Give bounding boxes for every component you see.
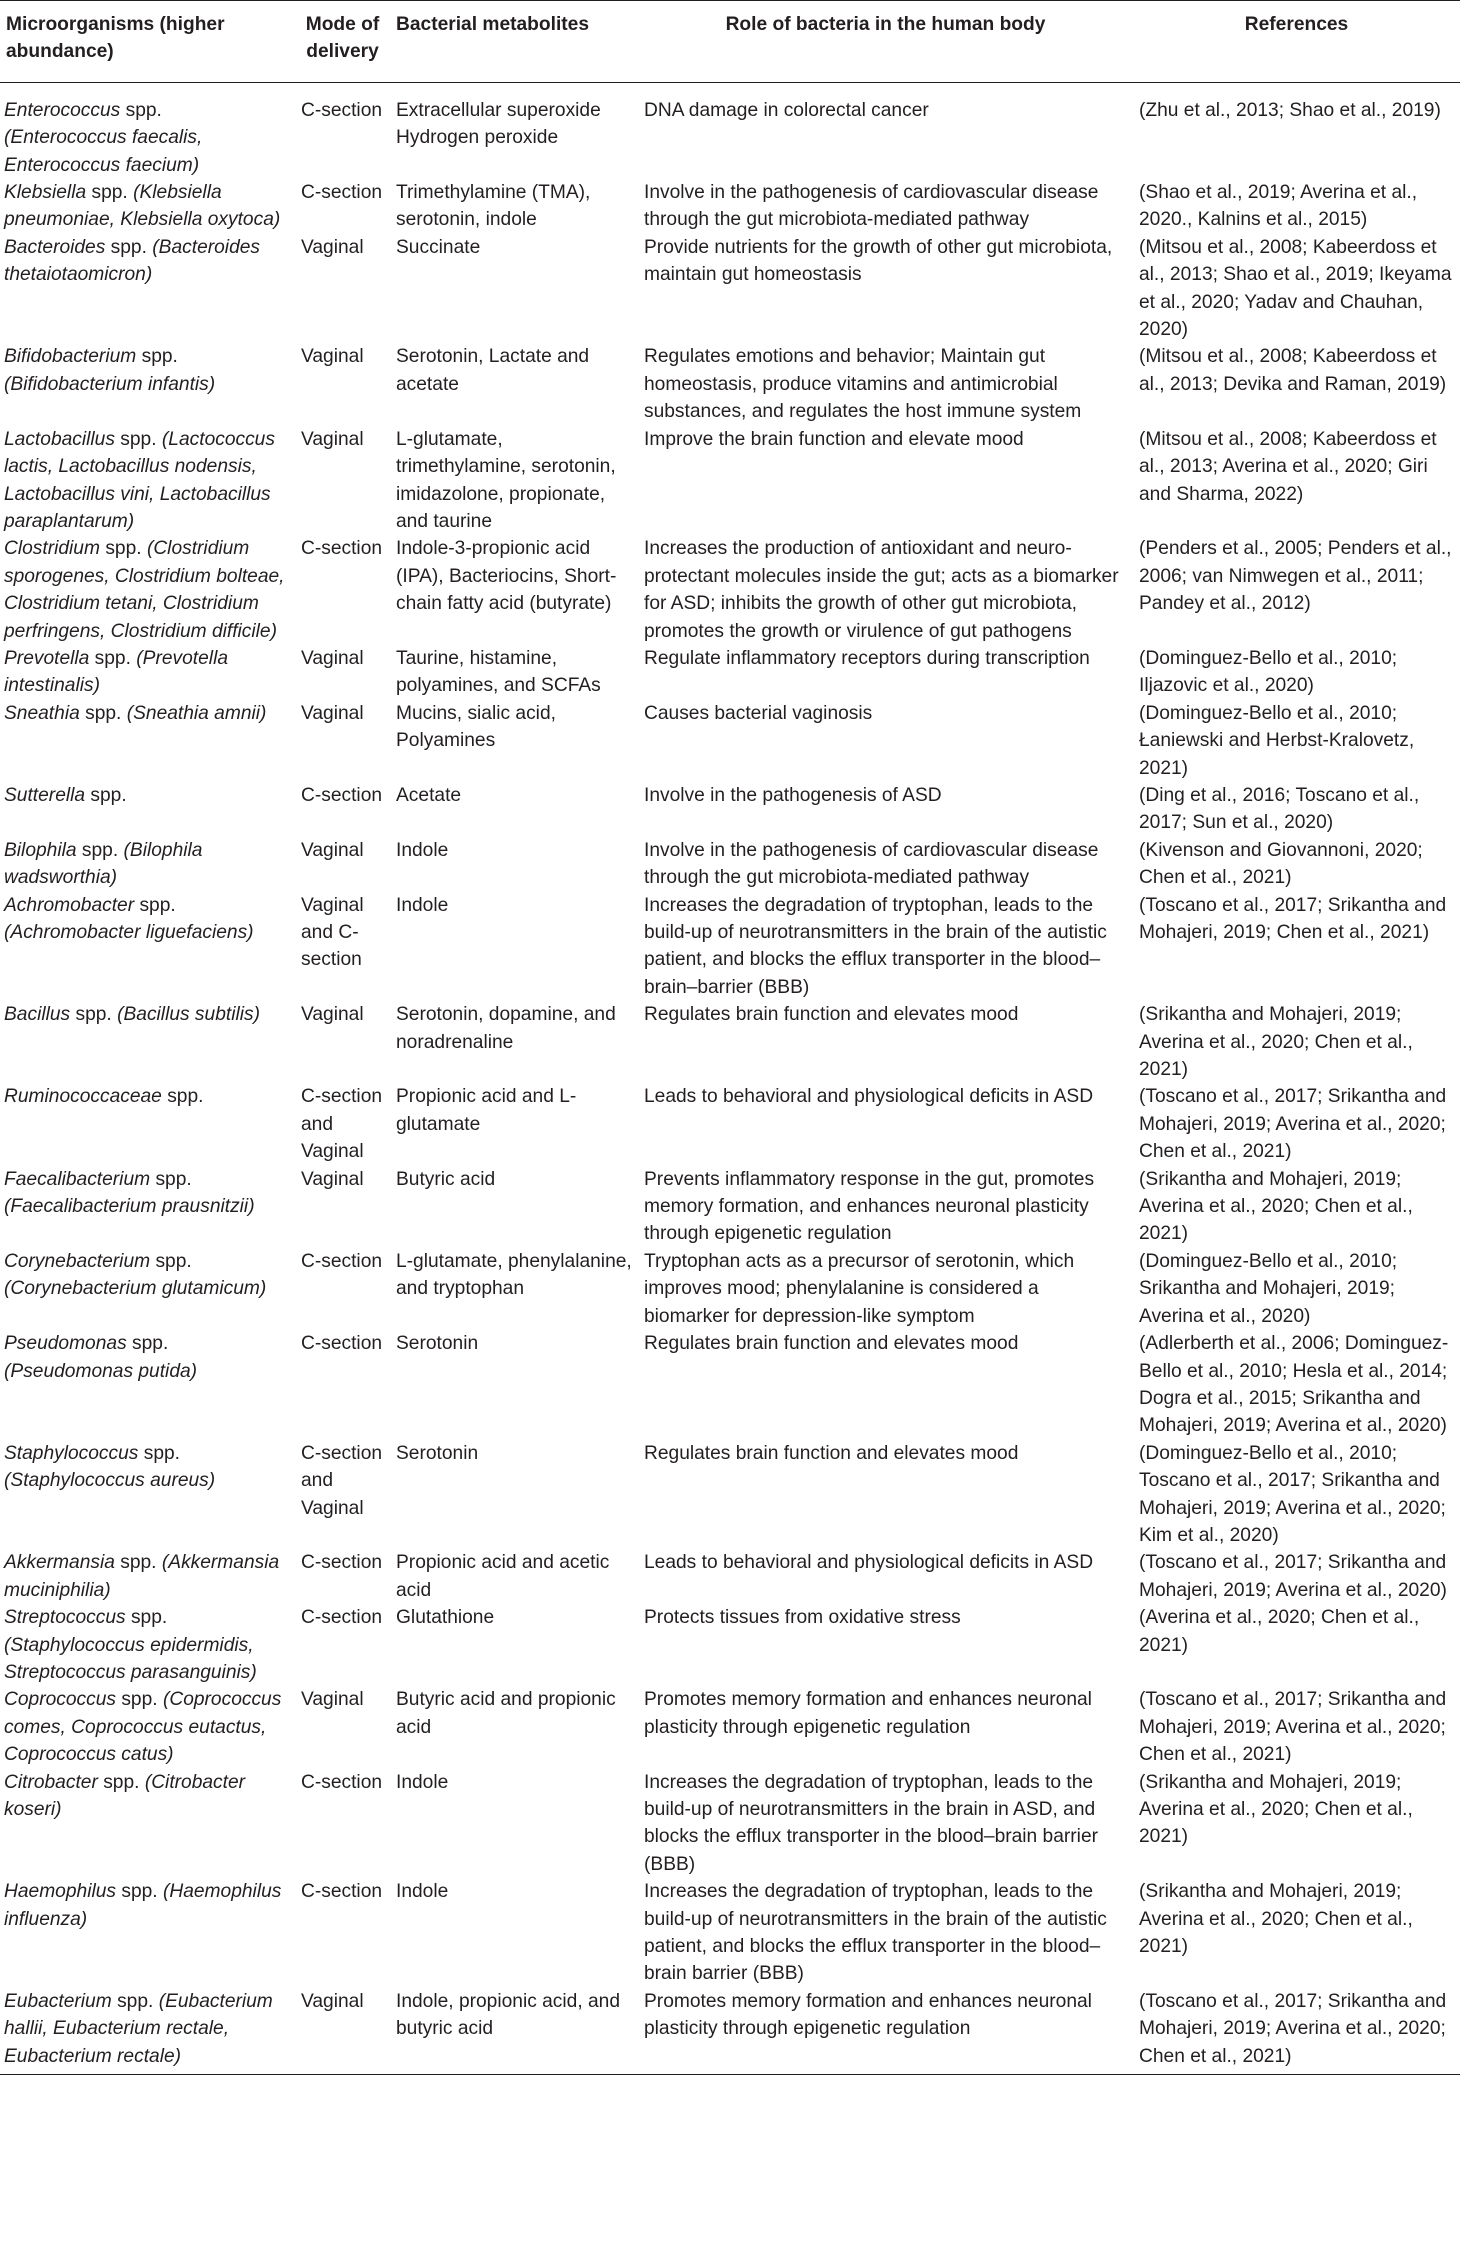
references-cell[interactable]: (Mitsou et al., 2008; Kabeerdoss et al., 2013; Shao et al., 2019; Ikeyama et al., 2020; Yadav and Chauhan, 2020) bbox=[1139, 236, 1452, 341]
species-names: (Pseudomonas putida) bbox=[4, 1360, 198, 1382]
genus-name: Bilophila bbox=[4, 839, 77, 861]
table-header-row bbox=[0, 1, 1460, 83]
metabolites-cell: Extracellular superoxide Hydrogen peroxide bbox=[396, 99, 601, 149]
mode-of-delivery-cell: Vaginal bbox=[301, 1689, 364, 1711]
table-row bbox=[0, 426, 1460, 536]
metabolites-cell: Serotonin bbox=[396, 1442, 479, 1464]
genus-name: Haemophilus bbox=[4, 1881, 116, 1903]
references-cell[interactable]: (Zhu et al., 2013; Shao et al., 2019) bbox=[1139, 99, 1441, 121]
microorganism-cell bbox=[0, 1549, 295, 1604]
mode-of-delivery-cell: C-section bbox=[301, 1250, 383, 1272]
species-names: (Staphylococcus aureus) bbox=[4, 1470, 216, 1492]
microorganism-cell bbox=[0, 1686, 295, 1768]
table-row bbox=[0, 700, 1460, 782]
header-role: Role of bacteria in the human body bbox=[638, 1, 1133, 83]
references-cell[interactable]: (Penders et al., 2005; Penders et al., 2006; van Nimwegen et al., 2011; Pandey et al., 2012) bbox=[1139, 538, 1452, 615]
role-cell: Involve in the pathogenesis of cardiovascular disease through the gut microbiota-mediated pathway bbox=[644, 182, 1099, 231]
species-names: (Sneathia amnii) bbox=[126, 702, 267, 724]
microorganism-cell bbox=[0, 179, 295, 234]
spp-label: spp. bbox=[110, 236, 147, 258]
spp-label: spp. bbox=[117, 1990, 154, 2012]
role-cell: Regulate inflammatory receptors during transcription bbox=[644, 647, 1090, 669]
species-names: (Haemophilus influenza) bbox=[4, 1881, 282, 1930]
microorganism-cell bbox=[0, 1083, 295, 1165]
metabolites-cell: Indole bbox=[396, 894, 449, 916]
spp-label: spp. bbox=[91, 182, 128, 204]
metabolites-cell: L-glutamate, trimethylamine, serotonin, imidazolone, propionate, and taurine bbox=[396, 428, 616, 532]
microorganism-cell bbox=[0, 1988, 295, 2075]
role-cell: Increases the degradation of tryptophan, leads to the build-up of neurotransmitters in the brain in ASD, and blocks the efflux transporter in the blood–brain barrier (BBB) bbox=[644, 1771, 1099, 1875]
spp-label: spp. bbox=[90, 784, 127, 806]
table-row bbox=[0, 1686, 1460, 1768]
metabolites-cell: Mucins, sialic acid, Polyamines bbox=[396, 702, 556, 752]
role-cell: Causes bacterial vaginosis bbox=[644, 702, 873, 724]
table-row bbox=[0, 1001, 1460, 1083]
microorganism-cell bbox=[0, 1248, 295, 1330]
mode-of-delivery-cell: Vaginal bbox=[301, 1168, 364, 1190]
species-names: (Bacillus subtilis) bbox=[117, 1004, 260, 1026]
role-cell: Promotes memory formation and enhances neuronal plasticity through epigenetic regulation bbox=[644, 1689, 1092, 1738]
species-names: (Clostridium sporogenes, Clostridium bolteae, Clostridium tetani, Clostridium perfringens, Clostridium difficile) bbox=[4, 538, 285, 642]
mode-of-delivery-cell: C-section bbox=[301, 784, 383, 806]
role-cell: Protects tissues from oxidative stress bbox=[644, 1607, 961, 1629]
species-names: (Staphylococcus epidermidis, Streptococcus parasanguinis) bbox=[4, 1634, 257, 1683]
role-cell: Leads to behavioral and physiological deficits in ASD bbox=[644, 1552, 1094, 1574]
genus-name: Staphylococcus bbox=[4, 1442, 139, 1464]
microorganism-cell bbox=[0, 1769, 295, 1879]
role-cell: Improve the brain function and elevate mood bbox=[644, 428, 1024, 450]
references-cell[interactable]: (Dominguez-Bello et al., 2010; Łaniewski and Herbst-Kralovetz, 2021) bbox=[1139, 702, 1415, 779]
genus-name: Faecalibacterium bbox=[4, 1168, 151, 1190]
spp-label: spp. bbox=[125, 99, 162, 121]
microorganism-cell bbox=[0, 1440, 295, 1550]
genus-name: Bacteroides bbox=[4, 236, 106, 258]
references-cell[interactable]: (Ding et al., 2016; Toscano et al., 2017; Sun et al., 2020) bbox=[1139, 784, 1420, 834]
metabolites-cell: Taurine, histamine, polyamines, and SCFAs bbox=[396, 647, 601, 697]
spp-label: spp. bbox=[155, 1250, 192, 1272]
references-cell[interactable]: (Srikantha and Mohajeri, 2019; Averina et al., 2020; Chen et al., 2021) bbox=[1139, 1004, 1413, 1081]
metabolites-cell: Indole-3-propionic acid (IPA), Bacteriocins, Short-chain fatty acid (butyrate) bbox=[396, 538, 617, 615]
mode-of-delivery-cell: C-section bbox=[301, 182, 383, 204]
microorganism-cell bbox=[0, 892, 295, 1002]
table-row bbox=[0, 782, 1460, 837]
spp-label: spp. bbox=[132, 1333, 169, 1355]
table-row bbox=[0, 1248, 1460, 1330]
microorganism-cell bbox=[0, 1878, 295, 1988]
metabolites-cell: Butyric acid and propionic acid bbox=[396, 1689, 616, 1738]
table-row bbox=[0, 179, 1460, 234]
table-row bbox=[0, 1769, 1460, 1879]
references-cell[interactable]: (Srikantha and Mohajeri, 2019; Averina et al., 2020; Chen et al., 2021) bbox=[1139, 1168, 1413, 1245]
role-cell: Involve in the pathogenesis of ASD bbox=[644, 784, 942, 806]
mode-of-delivery-cell: Vaginal and C-section bbox=[301, 894, 364, 971]
mode-of-delivery-cell: Vaginal bbox=[301, 839, 364, 861]
references-cell[interactable]: (Shao et al., 2019; Averina et al., 2020., Kalnins et al., 2015) bbox=[1139, 182, 1418, 231]
microorganism-cell bbox=[0, 343, 295, 425]
species-names: (Faecalibacterium prausnitzii) bbox=[4, 1196, 255, 1218]
microorganism-cell bbox=[0, 1604, 295, 1686]
species-names: (Eubacterium hallii, Eubacterium rectale, Eubacterium rectale) bbox=[4, 1990, 273, 2067]
role-cell: Provide nutrients for the growth of other gut microbiota, maintain gut homeostasis bbox=[644, 236, 1113, 286]
microorganism-cell bbox=[0, 1166, 295, 1248]
metabolites-cell: Butyric acid bbox=[396, 1168, 496, 1190]
species-names: (Klebsiella pneumoniae, Klebsiella oxytoca) bbox=[4, 182, 281, 231]
table-row bbox=[0, 1166, 1460, 1248]
role-cell: DNA damage in colorectal cancer bbox=[644, 99, 929, 121]
table-row bbox=[0, 1988, 1460, 2075]
references-cell[interactable]: (Mitsou et al., 2008; Kabeerdoss et al., 2013; Devika and Raman, 2019) bbox=[1139, 346, 1447, 395]
metabolites-cell: Serotonin bbox=[396, 1333, 479, 1355]
role-cell: Involve in the pathogenesis of cardiovascular disease through the gut microbiota-mediated pathway bbox=[644, 839, 1099, 889]
role-cell: Regulates brain function and elevates mood bbox=[644, 1442, 1019, 1464]
genus-name: Sneathia bbox=[4, 702, 80, 724]
microorganism-cell bbox=[0, 82, 295, 179]
spp-label: spp. bbox=[103, 1771, 140, 1793]
table-row bbox=[0, 1878, 1460, 1988]
microorganism-cell bbox=[0, 700, 295, 782]
metabolites-cell: Acetate bbox=[396, 784, 462, 806]
spp-label: spp. bbox=[167, 1086, 204, 1108]
table-row bbox=[0, 343, 1460, 425]
genus-name: Sutterella bbox=[4, 784, 86, 806]
mode-of-delivery-cell: Vaginal bbox=[301, 428, 364, 450]
role-cell: Regulates brain function and elevates mood bbox=[644, 1333, 1019, 1355]
genus-name: Enterococcus bbox=[4, 99, 121, 121]
genus-name: Coprococcus bbox=[4, 1689, 116, 1711]
genus-name: Akkermansia bbox=[4, 1552, 115, 1574]
genus-name: Prevotella bbox=[4, 647, 90, 669]
spp-label: spp. bbox=[139, 894, 176, 916]
references-cell[interactable]: (Mitsou et al., 2008; Kabeerdoss et al., 2013; Averina et al., 2020; Giri and Sharma, 2022) bbox=[1139, 428, 1437, 505]
microorganism-cell bbox=[0, 782, 295, 837]
species-names: (Coprococcus comes, Coprococcus eutactus, Coprococcus catus) bbox=[4, 1689, 282, 1766]
mode-of-delivery-cell: C-section bbox=[301, 1771, 383, 1793]
references-cell[interactable]: (Toscano et al., 2017; Srikantha and Mohajeri, 2019; Averina et al., 2020; Chen et al., 2021) bbox=[1133, 1988, 1460, 2075]
spp-label: spp. bbox=[141, 346, 178, 368]
role-cell: Leads to behavioral and physiological deficits in ASD bbox=[644, 1086, 1094, 1108]
spp-label: spp. bbox=[81, 839, 119, 861]
table-row bbox=[0, 1330, 1460, 1440]
metabolites-cell: Indole, propionic acid, and butyric acid bbox=[390, 1988, 638, 2075]
mode-of-delivery-cell: Vaginal bbox=[301, 1004, 364, 1026]
table-row bbox=[0, 837, 1460, 892]
species-names: (Bifidobacterium infantis) bbox=[4, 373, 216, 395]
metabolites-cell: Propionic acid and acetic acid bbox=[396, 1552, 610, 1601]
mode-of-delivery-cell: Vaginal bbox=[301, 236, 364, 258]
metabolites-cell: Trimethylamine (TMA), serotonin, indole bbox=[396, 182, 591, 231]
mode-of-delivery-cell: C-section bbox=[301, 1333, 383, 1355]
spp-label: spp. bbox=[121, 1881, 158, 1903]
references-cell[interactable]: (Toscano et al., 2017; Srikantha and Mohajeri, 2019; Averina et al., 2020; Chen et al., 2021) bbox=[1139, 1689, 1447, 1766]
metabolites-cell: Propionic acid and L-glutamate bbox=[396, 1086, 577, 1135]
species-names: (Bilophila wadsworthia) bbox=[4, 839, 203, 889]
role-cell: Regulates emotions and behavior; Maintain gut homeostasis, produce vitamins and antimicrobial substances, and regulates the host immune system bbox=[644, 346, 1082, 423]
references-cell[interactable]: (Adlerberth et al., 2006; Dominguez-Bello et al., 2010; Hesla et al., 2014; Dogra et al., 2015; Srikantha and Mohajeri, 2019; Averina et al., 2020) bbox=[1139, 1333, 1449, 1437]
references-cell[interactable]: (Dominguez-Bello et al., 2010; Srikantha and Mohajeri, 2019; Averina et al., 2020) bbox=[1139, 1250, 1398, 1327]
role-cell: Promotes memory formation and enhances neuronal plasticity through epigenetic regulation bbox=[638, 1988, 1133, 2075]
metabolites-cell: Indole bbox=[396, 839, 449, 861]
genus-name: Lactobacillus bbox=[4, 428, 115, 450]
table-body bbox=[0, 82, 1460, 2074]
spp-label: spp. bbox=[85, 702, 122, 724]
genus-name: Achromobacter bbox=[4, 894, 135, 916]
mode-of-delivery-cell: C-section and Vaginal bbox=[301, 1086, 383, 1163]
mode-of-delivery-cell: Vaginal bbox=[301, 346, 364, 368]
metabolites-cell: Serotonin, dopamine, and noradrenaline bbox=[396, 1004, 616, 1053]
table-row bbox=[0, 1604, 1460, 1686]
species-names: (Enterococcus faecalis, Enterococcus faecium) bbox=[4, 127, 203, 176]
role-cell: Prevents inflammatory response in the gut, promotes memory formation, and enhances neuronal plasticity through epigenetic regulation bbox=[644, 1168, 1095, 1245]
references-cell[interactable]: (Toscano et al., 2017; Srikantha and Mohajeri, 2019; Chen et al., 2021) bbox=[1139, 894, 1447, 943]
species-names: (Lactococcus lactis, Lactobacillus nodensis, Lactobacillus vini, Lactobacillus paraplantarum) bbox=[4, 428, 275, 532]
mode-of-delivery-cell: C-section bbox=[301, 1552, 383, 1574]
metabolites-cell: Indole bbox=[396, 1881, 449, 1903]
genus-name: Streptococcus bbox=[4, 1607, 126, 1629]
spp-label: spp. bbox=[121, 1689, 158, 1711]
spp-label: spp. bbox=[94, 647, 131, 669]
genus-name: Pseudomonas bbox=[4, 1333, 127, 1355]
role-cell: Increases the production of antioxidant and neuro-protectant molecules inside the gut; acts as a biomarker for ASD; inhibits the growth of other gut microbiota, promotes the growth or virulence of gut pathogens bbox=[644, 538, 1119, 642]
microorganism-cell bbox=[0, 234, 295, 344]
table-row bbox=[0, 1549, 1460, 1604]
genus-name: Corynebacterium bbox=[4, 1250, 151, 1272]
role-cell: Increases the degradation of tryptophan, leads to the build-up of neurotransmitters in the brain of the autistic patient, and blocks the efflux transporter in the blood–brain barrier (BBB) bbox=[644, 1881, 1107, 1985]
microorganism-cell bbox=[0, 1330, 295, 1440]
table-row bbox=[0, 645, 1460, 700]
metabolites-cell: Glutathione bbox=[396, 1607, 495, 1629]
genus-name: Ruminococcaceae bbox=[4, 1086, 162, 1108]
mode-of-delivery-cell: C-section bbox=[301, 1881, 383, 1903]
table-row bbox=[0, 892, 1460, 1002]
genus-name: Bifidobacterium bbox=[4, 346, 137, 368]
genus-name: Eubacterium bbox=[4, 1990, 112, 2012]
references-cell[interactable]: (Averina et al., 2020; Chen et al., 2021) bbox=[1139, 1607, 1420, 1656]
header-references: References bbox=[1133, 1, 1460, 83]
species-names: (Bacteroides thetaiotaomicron) bbox=[4, 236, 261, 286]
references-cell[interactable]: (Kivenson and Giovannoni, 2020; Chen et al., 2021) bbox=[1139, 839, 1423, 889]
mode-of-delivery-cell: Vaginal bbox=[301, 702, 364, 724]
table-row bbox=[0, 1440, 1460, 1550]
table-row bbox=[0, 535, 1460, 645]
mode-of-delivery-cell: Vaginal bbox=[295, 1988, 390, 2075]
metabolites-cell: Serotonin, Lactate and acetate bbox=[396, 346, 590, 395]
microorganism-cell bbox=[0, 426, 295, 536]
references-cell[interactable]: (Srikantha and Mohajeri, 2019; Averina et al., 2020; Chen et al., 2021) bbox=[1139, 1881, 1413, 1958]
species-names: (Prevotella intestinalis) bbox=[4, 647, 229, 697]
spp-label: spp. bbox=[143, 1442, 181, 1464]
microorganism-cell bbox=[0, 1001, 295, 1083]
microorganism-cell bbox=[0, 645, 295, 700]
spp-label: spp. bbox=[155, 1168, 192, 1190]
spp-label: spp. bbox=[130, 1607, 168, 1629]
references-cell[interactable]: (Dominguez-Bello et al., 2010; Toscano et al., 2017; Srikantha and Mohajeri, 2019; Averina et al., 2020; Kim et al., 2020) bbox=[1139, 1442, 1446, 1546]
references-cell[interactable]: (Toscano et al., 2017; Srikantha and Mohajeri, 2019; Averina et al., 2020; Chen et al., 2021) bbox=[1139, 1086, 1447, 1163]
table-row bbox=[0, 1083, 1460, 1165]
references-cell[interactable]: (Srikantha and Mohajeri, 2019; Averina et al., 2020; Chen et al., 2021) bbox=[1139, 1771, 1413, 1848]
metabolites-cell: Succinate bbox=[396, 236, 481, 258]
genus-name: Bacillus bbox=[4, 1004, 71, 1026]
references-cell[interactable]: (Dominguez-Bello et al., 2010; Iljazovic et al., 2020) bbox=[1139, 647, 1398, 697]
spp-label: spp. bbox=[105, 538, 142, 560]
genus-name: Klebsiella bbox=[4, 182, 87, 204]
spp-label: spp. bbox=[75, 1004, 112, 1026]
genus-name: Clostridium bbox=[4, 538, 100, 560]
role-cell: Tryptophan acts as a precursor of serotonin, which improves mood; phenylalanine is considered a biomarker for depression-like symptom bbox=[644, 1250, 1075, 1327]
references-cell[interactable]: (Toscano et al., 2017; Srikantha and Mohajeri, 2019; Averina et al., 2020) bbox=[1139, 1552, 1447, 1601]
header-mode-of-delivery: Mode of delivery bbox=[295, 1, 390, 83]
header-microorganisms: Microorganisms (higher abundance) bbox=[0, 1, 295, 83]
species-names: (Corynebacterium glutamicum) bbox=[4, 1278, 267, 1300]
header-bacterial-metabolites: Bacterial metabolites bbox=[390, 1, 638, 83]
microorganism-cell bbox=[0, 837, 295, 892]
mode-of-delivery-cell: C-section bbox=[301, 1607, 383, 1629]
table-row bbox=[0, 234, 1460, 344]
metabolites-cell: Indole bbox=[396, 1771, 449, 1793]
role-cell: Increases the degradation of tryptophan, leads to the build-up of neurotransmitters in the brain of the autistic patient, and blocks the efflux transporter in the blood–brain–barrier (BBB) bbox=[644, 894, 1107, 998]
mode-of-delivery-cell: Vaginal bbox=[301, 647, 364, 669]
metabolites-cell: L-glutamate, phenylalanine, and tryptophan bbox=[396, 1250, 632, 1300]
mode-of-delivery-cell: C-section and Vaginal bbox=[301, 1442, 383, 1519]
microorganism-cell bbox=[0, 535, 295, 645]
species-names: (Akkermansia muciniphilia) bbox=[4, 1552, 280, 1601]
table-row bbox=[0, 82, 1460, 179]
role-cell: Regulates brain function and elevates mood bbox=[644, 1004, 1019, 1026]
spp-label: spp. bbox=[120, 1552, 157, 1574]
species-names: (Citrobacter koseri) bbox=[4, 1771, 246, 1820]
spp-label: spp. bbox=[120, 428, 157, 450]
mode-of-delivery-cell: C-section bbox=[301, 99, 383, 121]
mode-of-delivery-cell: C-section bbox=[301, 538, 383, 560]
species-names: (Achromobacter liguefaciens) bbox=[4, 922, 254, 943]
genus-name: Citrobacter bbox=[4, 1771, 98, 1793]
